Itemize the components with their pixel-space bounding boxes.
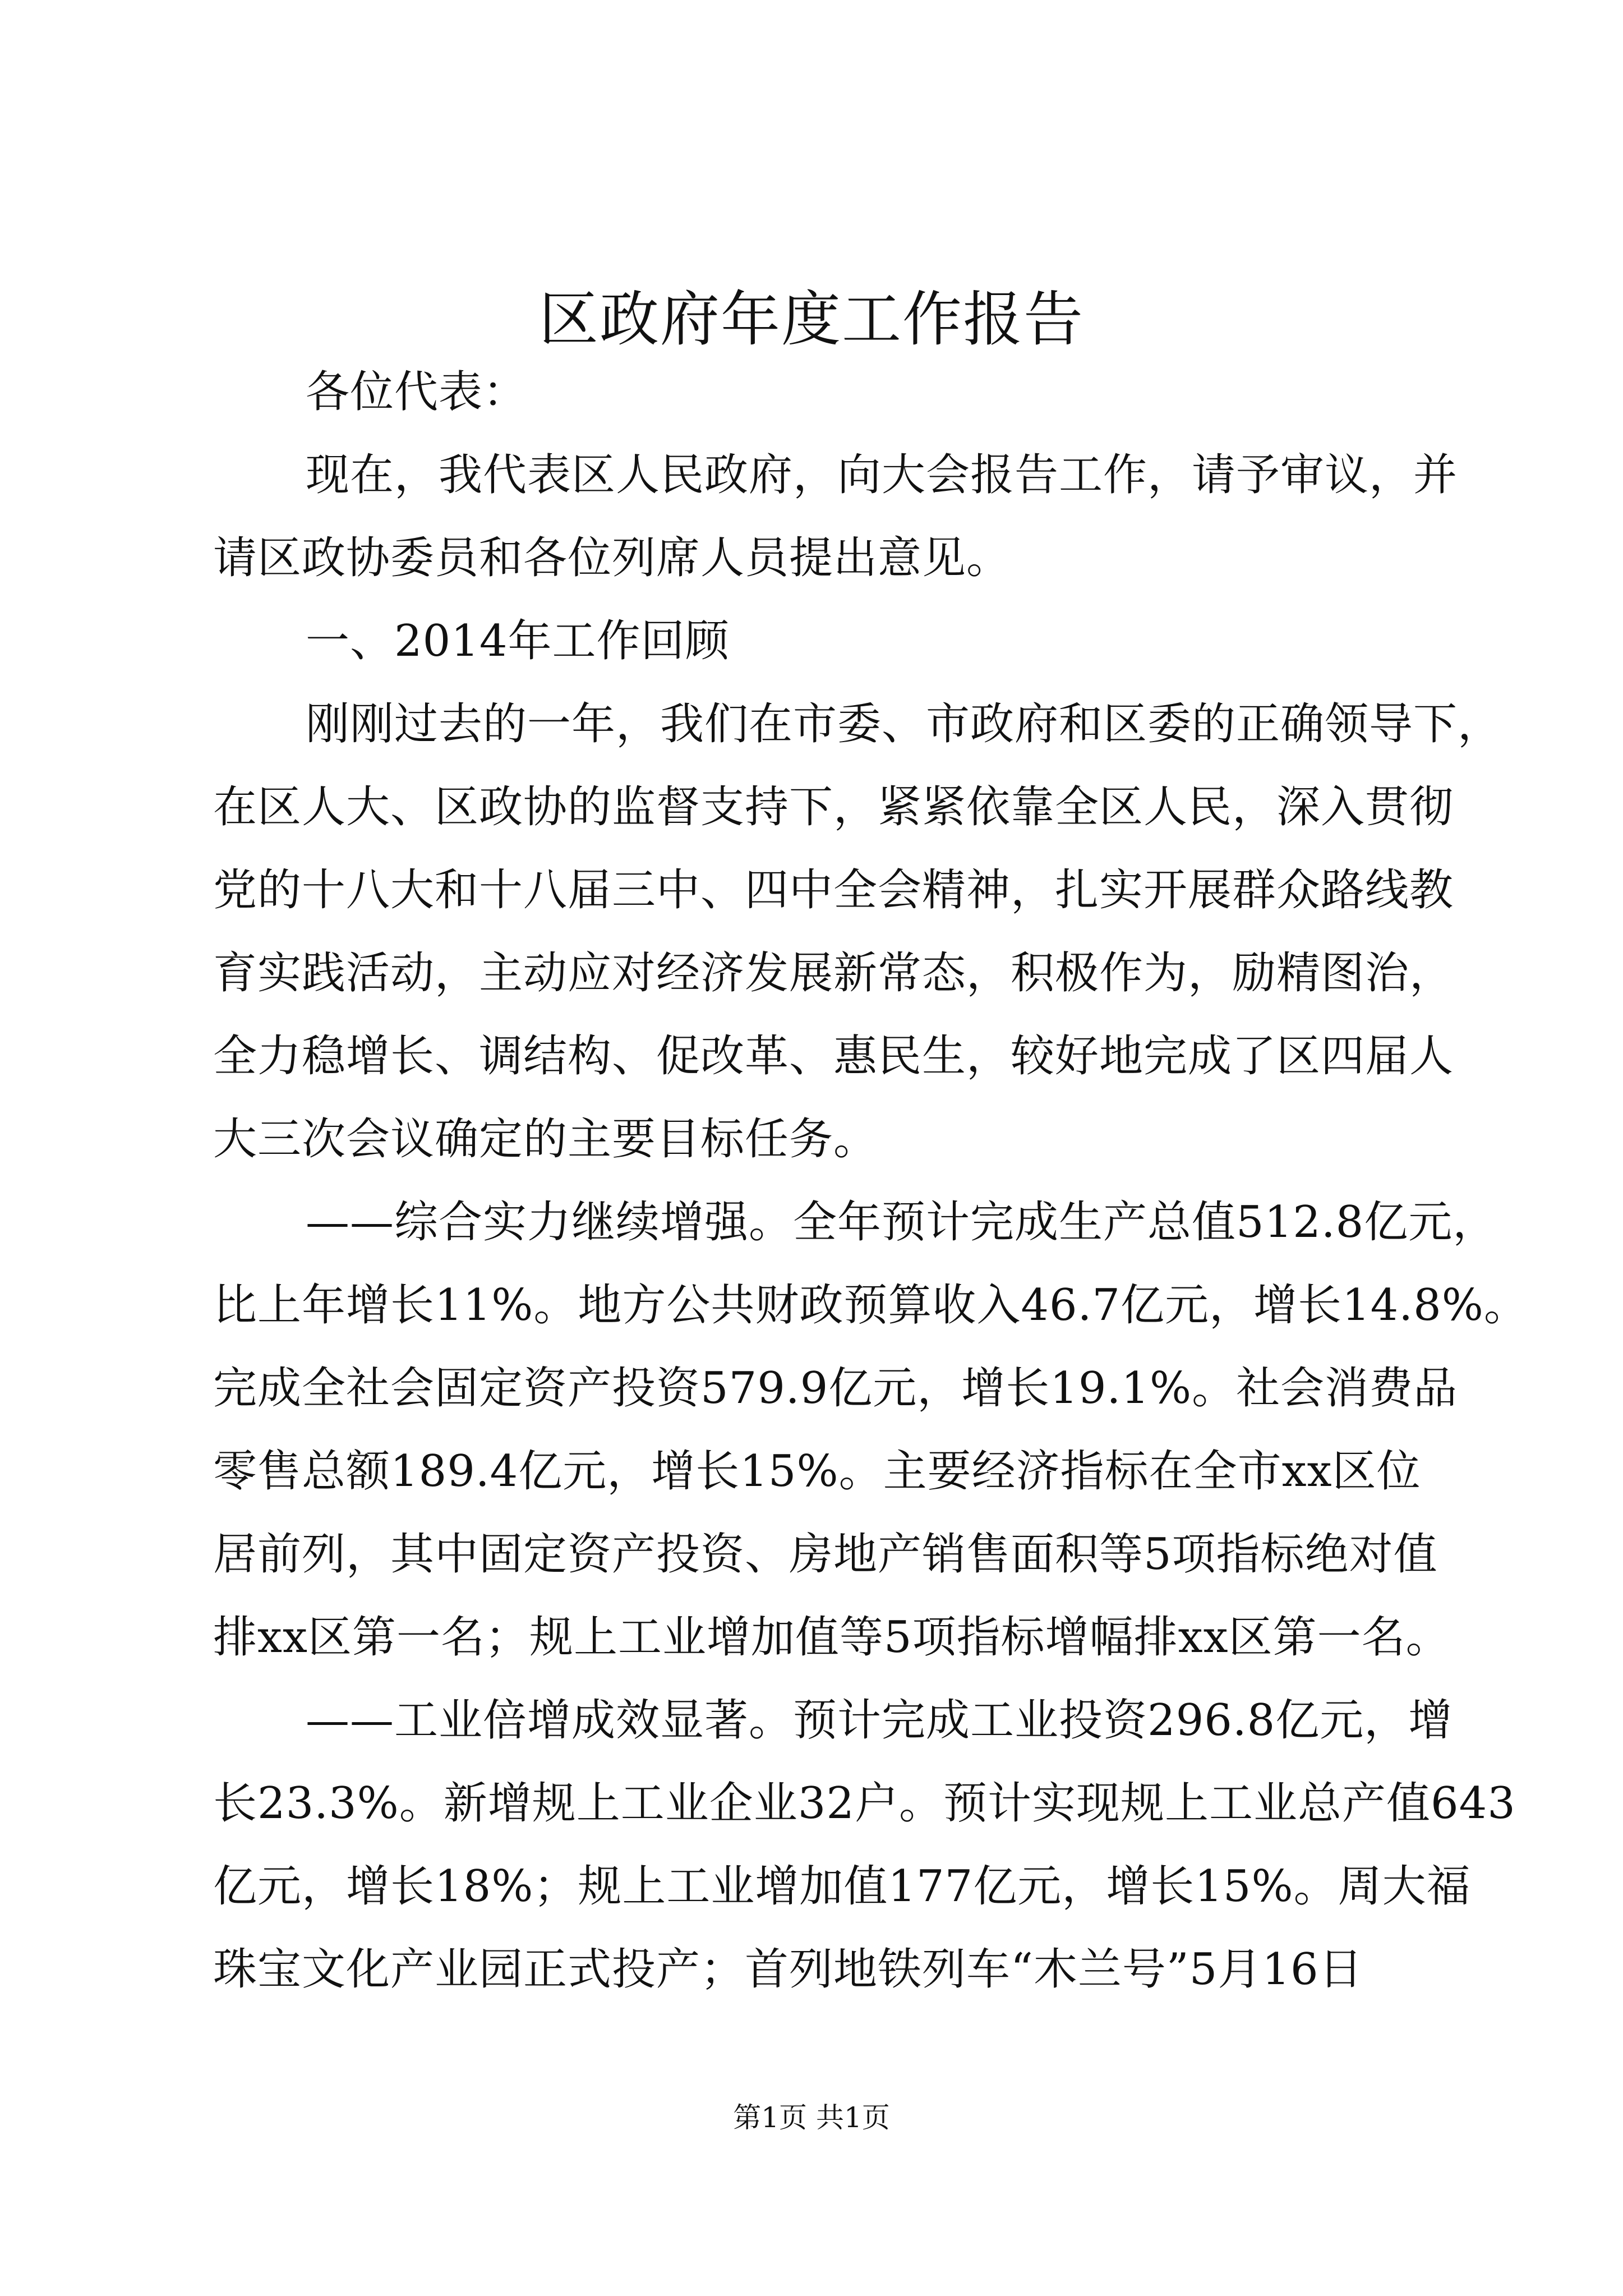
body-line: 一、2014年工作回顾 [306,616,730,666]
body-line: 完成全社会固定资产投资579.9亿元，增长19.1%。社会消费品 [213,1363,1458,1414]
body-line: 排xx区第一名；规上工业增加值等5项指标增幅排xx区第一名。 [213,1612,1450,1663]
body-line: 大三次会议确定的主要目标任务。 [213,1114,878,1165]
body-line: 刚刚过去的一年，我们在市委、市政府和区委的正确领导下， [306,699,1502,749]
body-line: 各位代表： [306,367,528,417]
body-line: 在区人大、区政协的监督支持下，紧紧依靠全区人民，深入贯彻 [213,782,1454,832]
document-body [213,351,1528,2011]
body-line: 比上年增长11%。地方公共财政预算收入46.7亿元，增长14.8%。 [213,1280,1528,1331]
page-footer: 第1页 共1页 [733,2101,890,2134]
body-line: 零售总额189.4亿元，增长15%。主要经济指标在全市xx区位 [213,1446,1421,1497]
body-line: 珠宝文化产业园正式投产；首列地铁列车“木兰号”5月16日 [213,1944,1363,1995]
body-line: 育实践活动，主动应对经济发展新常态，积极作为，励精图治， [213,948,1454,999]
body-line: 亿元，增长18%；规上工业增加值177亿元，增长15%。周大福 [213,1861,1471,1912]
body-line: 长23.3%。新增规上工业企业32户。预计实现规上工业总产值643 [213,1778,1516,1829]
document-title: 区政府年度工作报告 [539,285,1084,354]
body-line: 全力稳增长、调结构、促改革、惠民生，较好地完成了区四届人 [213,1031,1454,1082]
body-line: ——综合实力继续增强。全年预计完成生产总值512.8亿元， [306,1197,1497,1248]
body-line: 请区政协委员和各位列席人员提出意见。 [213,533,1011,583]
body-line: ——工业倍增成效显著。预计完成工业投资296.8亿元，增 [306,1695,1453,1746]
body-line: 现在，我代表区人民政府，向大会报告工作，请予审议，并 [306,450,1458,500]
body-line: 党的十八大和十八届三中、四中全会精神，扎实开展群众路线教 [213,865,1454,915]
body-line: 居前列，其中固定资产投资、房地产销售面积等5项指标绝对值 [213,1529,1438,1580]
